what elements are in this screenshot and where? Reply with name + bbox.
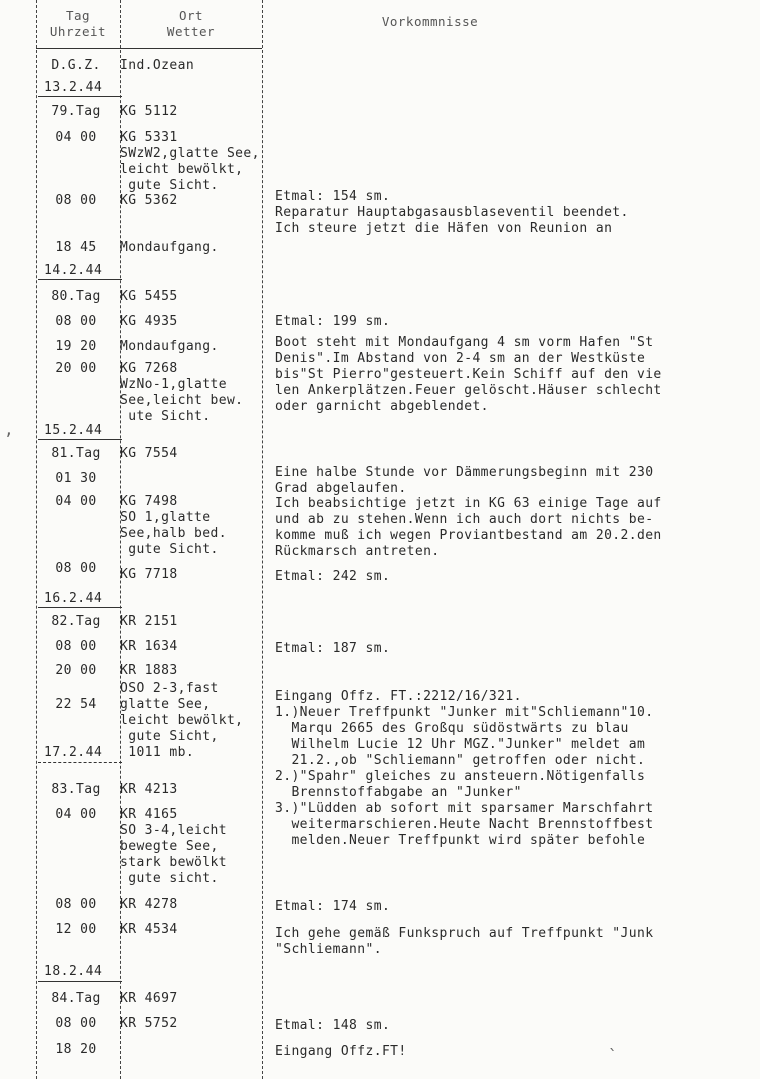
row-17-time: 82.Tag (51, 614, 101, 629)
row-7-place: KG 5455 (120, 289, 178, 304)
row-2-place: KG 5112 (120, 104, 178, 119)
row-18-entry: Etmal: 187 sm. (275, 641, 391, 656)
paper-speck: , (4, 420, 14, 439)
row-25-place: KR 4534 (120, 922, 178, 937)
date-rule (38, 981, 122, 982)
row-27-time: 84.Tag (51, 991, 101, 1006)
header-ort-wetter (120, 8, 262, 40)
header-vorkommnisse: Vorkommnisse (381, 14, 479, 29)
header-ort: Ort (178, 8, 204, 23)
row-14-entry: Ich beabsichtige jetzt in KG 63 einige Tage auf und ab zu stehen.Wenn ich auch dort nichts be- komme muß ich wegen Proviantbestand am 20.2.den Rückmarsch antreten. (275, 496, 662, 559)
date-13-2-44: 13.2.44 (44, 80, 103, 95)
row-0-time: D.G.Z. (51, 58, 101, 73)
header-wetter: Wetter (166, 24, 216, 39)
row-24-entry: Etmal: 174 sm. (275, 899, 391, 914)
row-28-entry: Etmal: 148 sm. (275, 1018, 391, 1033)
row-28-place: KR 5752 (120, 1016, 178, 1031)
row-9-place: Mondaufgang. (120, 339, 219, 354)
date-rule (38, 439, 122, 440)
date-17-2-44: 17.2.44 (44, 745, 103, 760)
row-20-place: OSO 2-3,fast glatte See, leicht bewölkt, gute Sicht, 1011 mb. (120, 681, 244, 760)
row-2-time: 79.Tag (51, 104, 101, 119)
date-14-2-44: 14.2.44 (44, 263, 103, 278)
date-rule (38, 607, 122, 608)
row-12-place: KG 7554 (120, 446, 178, 461)
row-4-entry: Etmal: 154 sm. Reparatur Hauptabgasausblaseventil beendet. Ich steure jetzt die Häfen von Reunion an (275, 189, 629, 236)
row-5-time: 18 45 (55, 240, 97, 255)
row-18-place: KR 1634 (120, 639, 178, 654)
row-13-time: 01 30 (55, 471, 97, 486)
row-18-time: 08 00 (55, 639, 97, 654)
row-19-place: KR 1883 (120, 663, 178, 678)
date-16-2-44: 16.2.44 (44, 591, 103, 606)
row-13-entry: Eine halbe Stunde vor Dämmerungsbeginn mit 230 Grad abgelaufen. (275, 465, 654, 496)
row-27-place: KR 4697 (120, 991, 178, 1006)
row-14-time: 04 00 (55, 494, 97, 509)
row-15-entry: Etmal: 242 sm. (275, 569, 391, 584)
row-22-time: 83.Tag (51, 782, 101, 797)
row-15-place: KG 7718 (120, 567, 178, 582)
date-15-2-44: 15.2.44 (44, 423, 103, 438)
row-7-time: 80.Tag (51, 289, 101, 304)
header-rule (36, 48, 262, 49)
row-23-place: KR 4165 SO 3-4,leicht bewegte See, stark bewölkt gute sicht. (120, 807, 227, 886)
row-28-time: 08 00 (55, 1016, 97, 1031)
header-tag: Tag (65, 8, 91, 23)
row-5-place: Mondaufgang. (120, 240, 219, 255)
header-uhrzeit: Uhrzeit (49, 24, 107, 39)
row-4-place: KG 5362 (120, 193, 178, 208)
date-rule (38, 96, 122, 97)
row-20-time: 22 54 (55, 697, 97, 712)
header-tag-uhrzeit (36, 8, 120, 40)
row-24-place: KR 4278 (120, 897, 178, 912)
row-14-place: KG 7498 SO 1,glatte See,halb bed. gute Sicht. (120, 494, 227, 557)
row-9-time: 19 20 (55, 339, 97, 354)
row-19-time: 20 00 (55, 663, 97, 678)
row-8-time: 08 00 (55, 314, 97, 329)
row-8-entry: Etmal: 199 sm. (275, 314, 391, 329)
row-8-place: KG 4935 (120, 314, 178, 329)
row-3-place: KG 5331 SWzW2,glatte See, leicht bewölkt, gute Sicht. (120, 130, 260, 193)
row-12-time: 81.Tag (51, 446, 101, 461)
row-9-entry: Boot steht mit Mondaufgang 4 sm vorm Hafen "St Denis".Im Abstand von 2-4 sm an der Westküste bis"St Pierro"gesteuert.Kein Schiff auf den vie len Ankerplätzen.Feuer gelöscht.Häuser schlecht oder garnicht abgeblendet. (275, 335, 662, 414)
row-10-place: KG 7268 WzNo-1,glatte See,leicht bew. ute Sicht. (120, 361, 244, 424)
row-4-time: 08 00 (55, 193, 97, 208)
row-20-entry: Eingang Offz. FT.:2212/16/321. 1.)Neuer Treffpunkt "Junker mit"Schliemann"10. Marqu 2665 des Großqu südöstwärts zu blau Wilhelm Lucie 12 Uhr MGZ."Junker" meldet am 21.2.,ob "Schliemann" getroffen oder nicht. 2.)"Spahr" gleiches zu ansteuern.Nötigenfalls Brennstoffabgabe an "Junker" 3.)"Lüdden ab sofort mit sparsamer Marschfahrt weitermarschieren.Heute Nacht Brennstoffbest melden.Neuer Treffpunkt wird später befohle (275, 689, 654, 848)
paper-speck: ` (608, 1046, 618, 1065)
row-22-place: KR 4213 (120, 782, 178, 797)
row-10-time: 20 00 (55, 361, 97, 376)
row-29-time: 18 20 (55, 1042, 97, 1057)
date-rule (38, 279, 122, 280)
row-3-time: 04 00 (55, 130, 97, 145)
row-29-entry: Eingang Offz.FT! (275, 1044, 407, 1059)
row-15-time: 08 00 (55, 561, 97, 576)
row-23-time: 04 00 (55, 807, 97, 822)
date-18-2-44: 18.2.44 (44, 964, 103, 979)
row-25-entry: Ich gehe gemäß Funkspruch auf Treffpunkt "Junk "Schliemann". (275, 926, 654, 957)
margin-rule (36, 0, 37, 1079)
row-0-place: Ind.Ozean (120, 58, 195, 73)
date-rule (38, 762, 122, 763)
row-17-place: KR 2151 (120, 614, 178, 629)
row-25-time: 12 00 (55, 922, 97, 937)
row-24-time: 08 00 (55, 897, 97, 912)
